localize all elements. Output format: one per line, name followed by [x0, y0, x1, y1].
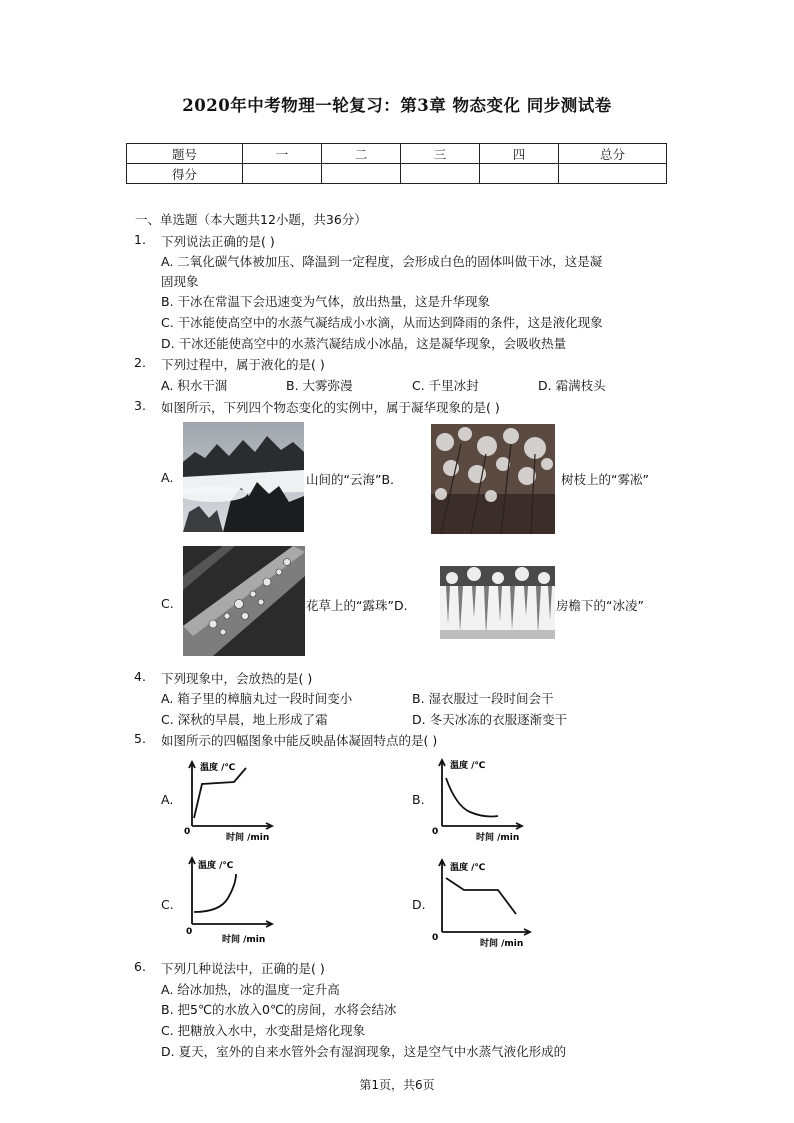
question-number: 2. [134, 355, 146, 370]
page-title: 2020年中考物理一轮复习：第3章 物态变化 同步测试卷 [182, 96, 612, 115]
option-b-caption: 树枝上的“雾凇” [561, 472, 649, 487]
origin-label: 0 [184, 827, 191, 837]
score-header-cell: 二 [322, 144, 401, 164]
question-number: 1. [134, 232, 146, 247]
graph-b-curve [446, 778, 498, 817]
score-header-cell: 三 [401, 144, 480, 164]
question-number: 5. [134, 731, 146, 746]
x-axis-label: 时间 /min [226, 833, 270, 843]
option-b: B. 湿衣服过一段时间会干 [412, 691, 554, 706]
option-d-letter: D. [412, 897, 426, 912]
option-c: C. 千里冰封 [412, 378, 479, 393]
dewdrops-photo [183, 546, 305, 656]
option-b: B. 把5℃的水放入0℃的房间，水将会结冰 [161, 1002, 397, 1017]
score-cell [322, 164, 401, 184]
option-b: B. 大雾弥漫 [286, 378, 353, 393]
score-cell [243, 164, 322, 184]
page-footer: 第1页，共6页 [359, 1078, 435, 1092]
question-stem: 如图所示，下列四个物态变化的实例中，属于凝华现象的是( ) [161, 400, 500, 415]
option-b: B. 干冰在常温下会迅速变为气体，放出热量，这是升华现象 [161, 294, 491, 309]
score-cell [480, 164, 559, 184]
option-d: D. 夏天，室外的自来水管外会有湿润现象，这是空气中水蒸气液化形成的 [161, 1044, 567, 1059]
option-d: D. 冬天冰冻的衣服逐渐变干 [412, 712, 568, 727]
option-a: A. 积水干涸 [161, 378, 228, 393]
section-heading: 一、单选题（本大题共12小题，共36分） [135, 212, 367, 227]
icicles-photo [440, 566, 555, 639]
option-c-letter: C. [161, 596, 174, 611]
score-header-cell: 总分 [559, 144, 667, 164]
question-stem: 如图所示的四幅图象中能反映晶体凝固特点的是( ) [161, 733, 438, 748]
y-axis-label: 温度 /℃ [450, 761, 486, 771]
question-number: 6. [134, 959, 146, 974]
option-c-caption: 花草上的“露珠”D. [306, 598, 408, 613]
sea-of-clouds-photo [183, 422, 304, 532]
origin-label: 0 [432, 827, 439, 837]
question-stem: 下列现象中，会放热的是( ) [161, 671, 313, 686]
option-a: A. 箱子里的樟脑丸过一段时间变小 [161, 691, 353, 706]
option-d: D. 霜满枝头 [538, 378, 606, 393]
option-a: A. 给冰加热，冰的温度一定升高 [161, 982, 340, 997]
y-axis-label: 温度 /℃ [200, 763, 236, 773]
option-a-letter: A. [161, 470, 174, 485]
graph-c-curve [194, 874, 236, 912]
question-number: 4. [134, 669, 146, 684]
origin-label: 0 [432, 933, 439, 943]
score-table-header-row [127, 144, 667, 164]
option-c: C. 干冰能使高空中的水蒸气凝结成小水滴，从而达到降雨的条件，这是液化现象 [161, 315, 603, 330]
option-a: A. 二氧化碳气体被加压、降温到一定程度，会形成白色的固体叫做干冰，这是凝 [161, 254, 603, 269]
option-d-caption: 房檐下的“冰凌” [556, 598, 644, 613]
question-stem: 下列几种说法中，正确的是( ) [161, 961, 325, 976]
score-header-cell: 一 [243, 144, 322, 164]
option-a-continued: 固现象 [161, 274, 199, 289]
score-header-cell: 四 [480, 144, 559, 164]
option-a-letter: A. [161, 792, 174, 807]
option-d: D. 干冰还能使高空中的水蒸汽凝结成小冰晶，这是凝华现象，会吸收热量 [161, 336, 567, 351]
question-stem: 下列过程中，属于液化的是( ) [161, 357, 325, 372]
score-row-label: 得分 [127, 164, 243, 184]
graph-b [428, 756, 528, 848]
score-table [126, 143, 667, 184]
option-c: C. 把糖放入水中，水变甜是熔化现象 [161, 1023, 366, 1038]
score-header-cell: 题号 [127, 144, 243, 164]
y-axis-label: 温度 /℃ [450, 863, 486, 873]
graph-c [180, 854, 280, 948]
origin-label: 0 [186, 927, 193, 937]
graph-a [180, 758, 280, 848]
option-c: C. 深秋的早晨，地上形成了霜 [161, 712, 328, 727]
score-cell [559, 164, 667, 184]
x-axis-label: 时间 /min [476, 833, 520, 843]
score-table-score-row [127, 164, 667, 184]
option-a-caption: 山间的“云海”B. [306, 472, 395, 487]
option-b-letter: B. [412, 792, 425, 807]
graph-a-curve [194, 768, 246, 818]
score-cell [401, 164, 480, 184]
question-number: 3. [134, 398, 146, 413]
graph-d-curve [446, 878, 516, 914]
option-c-letter: C. [161, 897, 174, 912]
question-stem: 下列说法正确的是( ) [161, 234, 275, 249]
x-axis-label: 时间 /min [222, 935, 266, 945]
rime-frost-photo [431, 424, 555, 534]
graph-d [428, 856, 536, 950]
y-axis-label: 温度 /℃ [198, 861, 234, 871]
x-axis-label: 时间 /min [480, 939, 524, 949]
